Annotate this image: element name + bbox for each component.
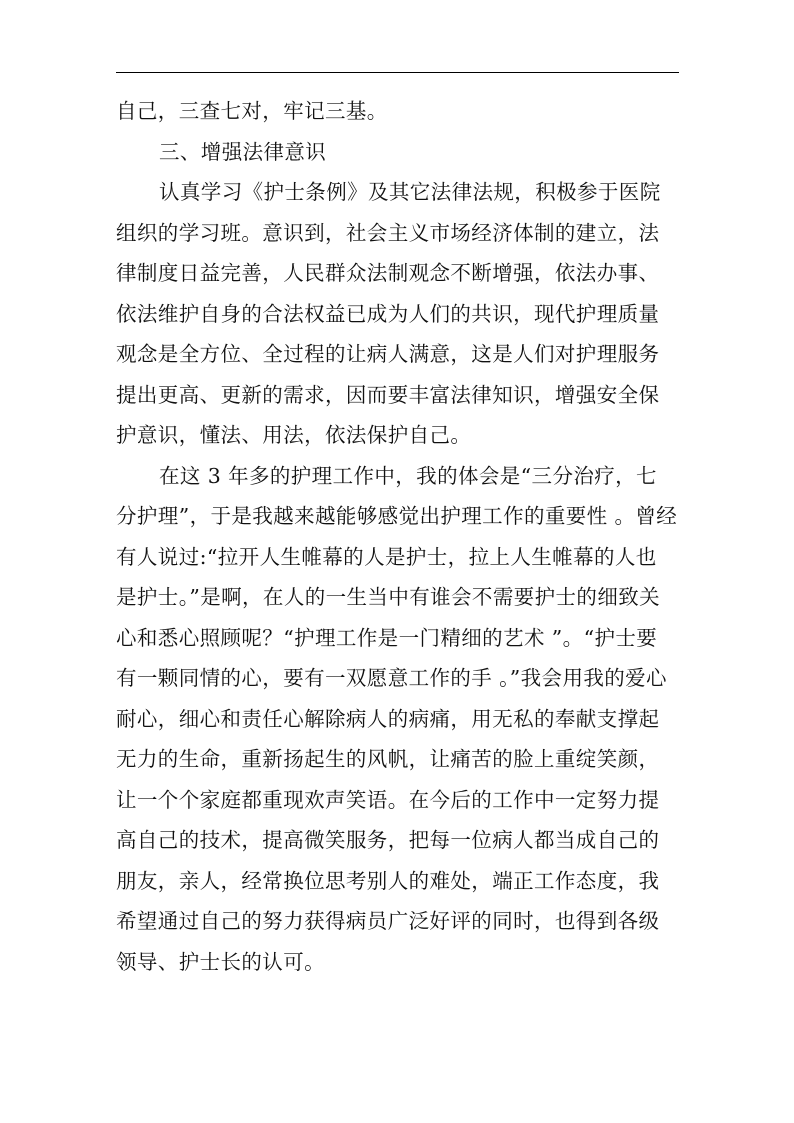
text-line: 无力的生命，重新扬起生的风帆，让痛苦的脸上重绽笑颜， xyxy=(116,747,660,771)
text-line: 希望通过自己的努力获得病员广泛好评的同时，也得到各级 xyxy=(116,909,660,933)
text-line: 自己，三查七对，牢记三基。 xyxy=(116,99,388,123)
text-line: 耐心，细心和责任心解除病人的病痛，用无私的奉献支撑起 xyxy=(116,706,660,731)
text-line: 分护理”，于是我越来越能够感觉出护理工作的重要性 。曾经 xyxy=(116,504,678,528)
text-line: 心和悉心照顾呢？“护理工作是一门精细的艺术 ”。“护士要 xyxy=(116,625,658,650)
text-line: 让一个个家庭都重现欢声笑语。在今后的工作中一定努力提 xyxy=(116,787,660,812)
text-line: 护意识，懂法、用法，依法保护自己。 xyxy=(116,423,472,447)
body-text xyxy=(116,91,682,982)
text-line: 依法维护自身的合法权益已成为人们的共识，现代护理质量 xyxy=(116,301,660,326)
text-line: 是护士。”是啊，在人的一生当中有谁会不需要护士的细致关 xyxy=(116,585,661,609)
text-line: 高自己的技术，提高微笑服务，把每一位病人都当成自己的 xyxy=(116,828,660,852)
text-line: 律制度日益完善，人民群众法制观念不断增强，依法办事、 xyxy=(116,261,660,285)
text-line: 有一颗同情的心，要有一双愿意工作的手 。”我会用我的爱心 xyxy=(116,666,667,690)
text-line: 提出更高、更新的需求，因而要丰富法律知识，增强安全保 xyxy=(116,382,660,407)
text-line: 领导、护士长的认可。 xyxy=(116,949,325,974)
paragraph-first-line: 在这 3 年多的护理工作中，我的体会是“三分治疗，七 xyxy=(159,463,657,488)
text-line: 组织的学习班。意识到，社会主义市场经济体制的建立，法 xyxy=(116,220,660,245)
text-line: 观念是全方位、全过程的让病人满意，这是人们对护理服务 xyxy=(116,342,660,366)
header-rule xyxy=(116,72,679,73)
section-heading: 三、增强法律意识 xyxy=(159,139,327,164)
text-line: 有人说过:“拉开人生帷幕的人是护士，拉上人生帷幕的人也 xyxy=(116,544,657,569)
text-line: 朋友，亲人，经常换位思考别人的难处，端正工作态度，我 xyxy=(116,868,660,893)
paragraph-first-line: 认真学习《护士条例》及其它法律法规，积极参于医院 xyxy=(159,180,661,204)
